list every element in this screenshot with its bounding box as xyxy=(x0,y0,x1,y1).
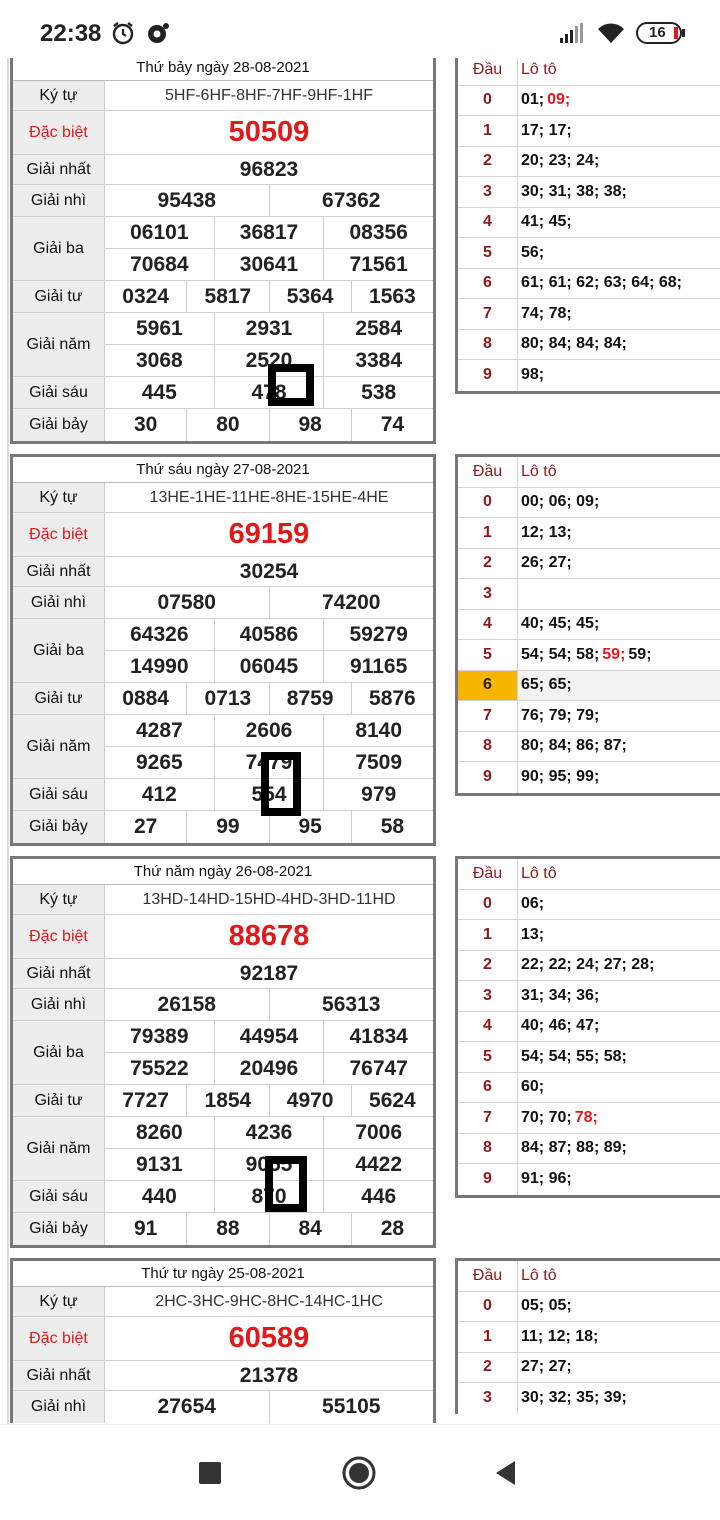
loto-row xyxy=(458,981,720,1012)
giai-nam-value: 4236 xyxy=(215,1117,325,1148)
giai-tu-value: 1854 xyxy=(187,1085,269,1116)
loto-dau: 2 xyxy=(458,951,518,981)
giai-tu-value: 0324 xyxy=(105,281,187,312)
loto-dau: 4 xyxy=(458,1012,518,1042)
loto-row xyxy=(458,701,720,732)
giai-nhi-row xyxy=(13,1391,433,1423)
loto-row xyxy=(458,518,720,549)
giai-bay-value: 28 xyxy=(380,1217,405,1240)
giai-nhi-value: 74200 xyxy=(322,590,381,614)
giai-nhat-row xyxy=(13,959,433,989)
label-dac-biet: Đặc biệt xyxy=(13,915,105,958)
giai-ba-value: 79389 xyxy=(105,1021,215,1052)
loto-row xyxy=(458,330,720,361)
loto-head-loto: Lô tô xyxy=(521,864,557,882)
loto-dau: 9 xyxy=(458,762,518,793)
giai-ba-value: 41834 xyxy=(349,1024,408,1048)
giai-sau-value: 440 xyxy=(105,1181,215,1212)
loto-values: 60; xyxy=(521,1078,545,1096)
giai-sau-value: 870 xyxy=(215,1181,325,1212)
loto-header xyxy=(458,58,720,86)
dac-biet-value: 88678 xyxy=(228,920,310,952)
loto-values: 11; 12; 18; xyxy=(521,1327,599,1345)
giai-bay-value: 98 xyxy=(270,409,352,441)
loto-row xyxy=(458,269,720,300)
giai-ba-value: 70684 xyxy=(105,249,215,280)
giai-ba-row xyxy=(13,619,433,683)
giai-ba-value: 14990 xyxy=(105,651,215,682)
loto-values: 61; 61; 62; 63; 64; 68; xyxy=(521,274,682,292)
loto-head-dau: Đầu xyxy=(458,58,518,85)
giai-ba-value: 30641 xyxy=(215,249,325,280)
giai-sau-value: 445 xyxy=(105,377,215,408)
label-giai-nhat: Giải nhất xyxy=(13,557,105,586)
loto-dau: 6 xyxy=(458,671,518,701)
loto-values: 80; 84; 86; 87; xyxy=(521,737,627,755)
label-giai-bay: Giải bảy xyxy=(13,1213,105,1245)
label-dac-biet: Đặc biệt xyxy=(13,1317,105,1360)
loto-row xyxy=(458,360,720,391)
loto-dau: 4 xyxy=(458,208,518,238)
dac-biet-value: 69159 xyxy=(228,518,310,550)
label-giai-ba: Giải ba xyxy=(13,1021,105,1084)
label-ky-tu: Ký tự xyxy=(13,885,105,914)
loto-values: 76; 79; 79; xyxy=(521,706,600,724)
giai-nhi-row xyxy=(13,989,433,1021)
result-table xyxy=(10,454,436,846)
giai-bay-row xyxy=(13,1213,433,1245)
loto-row xyxy=(458,951,720,982)
loto-row xyxy=(458,549,720,580)
divider xyxy=(7,58,9,1424)
giai-tu-row xyxy=(13,683,433,715)
loto-dau: 6 xyxy=(458,1073,518,1103)
giai-nhat-value: 30254 xyxy=(239,559,299,583)
back-icon xyxy=(493,1459,519,1487)
loto-values: 70; 70; xyxy=(521,1108,572,1126)
loto-row xyxy=(458,610,720,641)
label-ky-tu: Ký tự xyxy=(13,483,105,512)
back-button[interactable] xyxy=(493,1459,519,1487)
giai-nam-value: 4422 xyxy=(355,1152,403,1176)
loto-values: 22; 22; 24; 27; 28; xyxy=(521,956,655,974)
giai-ba-value: 76747 xyxy=(349,1056,408,1080)
giai-nam-value: 8260 xyxy=(105,1117,215,1148)
label-giai-nam: Giải năm xyxy=(13,313,105,376)
loto-values: 40; 45; 45; xyxy=(521,615,600,633)
giai-nam-value: 7479 xyxy=(215,747,325,778)
giai-bay-value: 95 xyxy=(270,811,352,843)
loto-head-dau: Đầu xyxy=(458,859,518,889)
label-giai-nhi: Giải nhì xyxy=(13,1391,105,1423)
label-giai-nam: Giải năm xyxy=(13,715,105,778)
loto-values: 30; 32; 35; 39; xyxy=(521,1389,627,1407)
loto-values: 54; 54; 58; xyxy=(521,645,600,663)
ky-tu-value: 13HD-14HD-15HD-4HD-3HD-11HD xyxy=(142,890,396,908)
ky-tu-row xyxy=(13,1287,433,1317)
home-icon xyxy=(341,1455,377,1491)
loto-values: 00; 06; 09; xyxy=(521,493,600,511)
result-table xyxy=(10,856,436,1248)
loto-header xyxy=(458,859,720,890)
giai-ba-value: 75522 xyxy=(105,1053,215,1084)
giai-ba-value: 71561 xyxy=(349,252,408,276)
loto-head-dau: Đầu xyxy=(458,1261,518,1291)
giai-ba-value: 08356 xyxy=(349,220,408,244)
loto-head-loto: Lô tô xyxy=(521,60,557,78)
giai-nam-value: 7509 xyxy=(355,750,403,774)
loto-row xyxy=(458,147,720,178)
loto-dau: 3 xyxy=(458,1383,518,1414)
label-giai-ba: Giải ba xyxy=(13,217,105,280)
draw-date: Thứ tư ngày 25-08-2021 xyxy=(13,1261,433,1287)
label-giai-nhi: Giải nhì xyxy=(13,185,105,216)
status-bar xyxy=(0,0,720,58)
loto-dau: 0 xyxy=(458,890,518,920)
giai-tu-value: 5876 xyxy=(369,686,416,710)
loto-dau: 3 xyxy=(458,579,518,609)
loto-values: 13; xyxy=(521,925,545,943)
loto-table xyxy=(455,1258,720,1414)
loto-row xyxy=(458,1042,720,1073)
label-giai-nhi: Giải nhì xyxy=(13,989,105,1020)
loto-row xyxy=(458,488,720,519)
giai-sau-value: 979 xyxy=(361,782,397,806)
giai-ba-value: 36817 xyxy=(215,217,325,248)
loto-row xyxy=(458,1103,720,1134)
giai-bay-row xyxy=(13,811,433,843)
giai-tu-value: 5624 xyxy=(369,1088,416,1112)
giai-nam-row xyxy=(13,313,433,377)
label-giai-nhat: Giải nhất xyxy=(13,1361,105,1390)
giai-nhi-value: 67362 xyxy=(322,188,381,212)
giai-nhi-value: 55105 xyxy=(322,1395,381,1418)
loto-row-highlighted xyxy=(458,671,720,702)
giai-nhi-value: 27654 xyxy=(105,1391,270,1423)
battery-level: 16 xyxy=(649,24,666,41)
giai-sau-row xyxy=(13,377,433,409)
label-giai-ba: Giải ba xyxy=(13,619,105,682)
label-giai-tu: Giải tư xyxy=(13,1085,105,1116)
giai-tu-value: 0884 xyxy=(105,683,187,714)
giai-nam-value: 7006 xyxy=(355,1120,403,1144)
giai-tu-value: 1563 xyxy=(369,284,416,308)
giai-sau-value: 554 xyxy=(215,779,325,810)
loto-row xyxy=(458,579,720,610)
ky-tu-value: 2HC-3HC-9HC-8HC-14HC-1HC xyxy=(155,1292,383,1310)
redaction-box xyxy=(268,364,314,406)
ky-tu-row xyxy=(13,885,433,915)
giai-nhi-value: 56313 xyxy=(322,992,381,1016)
loto-dau: 9 xyxy=(458,1164,518,1195)
loto-dau: 8 xyxy=(458,330,518,360)
loto-row xyxy=(458,732,720,763)
giai-tu-value: 0713 xyxy=(187,683,269,714)
giai-nhi-value: 26158 xyxy=(105,989,270,1020)
loto-row xyxy=(458,920,720,951)
loto-row xyxy=(458,1292,720,1323)
loto-dau: 7 xyxy=(458,1103,518,1133)
dac-biet-row xyxy=(13,513,433,557)
loto-row xyxy=(458,1073,720,1104)
loto-table xyxy=(455,58,720,394)
giai-nam-value: 3384 xyxy=(355,348,403,372)
result-table xyxy=(10,58,436,444)
giai-tu-row xyxy=(13,281,433,313)
loto-row xyxy=(458,1353,720,1384)
loto-head-loto: Lô tô xyxy=(521,1266,557,1284)
loto-values: 20; 23; 24; xyxy=(521,152,600,170)
loto-dau: 2 xyxy=(458,549,518,579)
loto-dau: 9 xyxy=(458,360,518,391)
label-dac-biet: Đặc biệt xyxy=(13,111,105,154)
label-giai-sau: Giải sáu xyxy=(13,1181,105,1212)
loto-values: 17; 17; xyxy=(521,121,572,139)
loto-table xyxy=(455,856,720,1198)
signal-icon xyxy=(558,22,586,49)
draw-date: Thứ năm ngày 26-08-2021 xyxy=(13,859,433,885)
loto-values: 59; xyxy=(628,645,652,663)
giai-sau-value: 446 xyxy=(361,1184,397,1208)
loto-row xyxy=(458,1164,720,1195)
redaction-box xyxy=(265,1156,307,1212)
giai-bay-value: 27 xyxy=(105,811,187,843)
label-ky-tu: Ký tự xyxy=(13,1287,105,1316)
dac-biet-row xyxy=(13,1317,433,1361)
giai-ba-value: 06101 xyxy=(105,217,215,248)
giai-bay-value: 91 xyxy=(105,1213,187,1245)
loto-values: 90; 95; 99; xyxy=(521,768,600,786)
giai-nam-value: 9131 xyxy=(105,1149,215,1180)
label-giai-tu: Giải tư xyxy=(13,683,105,714)
giai-bay-value: 58 xyxy=(380,815,405,838)
loto-row xyxy=(458,208,720,239)
draw-date: Thứ sáu ngày 27-08-2021 xyxy=(13,457,433,483)
giai-ba-value: 40586 xyxy=(215,619,325,650)
giai-sau-value: 538 xyxy=(361,380,397,404)
ky-tu-value: 5HF-6HF-8HF-7HF-9HF-1HF xyxy=(165,86,373,104)
label-giai-sau: Giải sáu xyxy=(13,377,105,408)
loto-dau: 3 xyxy=(458,981,518,1011)
giai-nam-value: 9265 xyxy=(105,747,215,778)
label-giai-nhat: Giải nhất xyxy=(13,959,105,988)
notification-icon xyxy=(145,20,171,51)
loto-values: 56; xyxy=(521,243,545,261)
giai-bay-value: 88 xyxy=(187,1213,269,1245)
giai-ba-value: 20496 xyxy=(215,1053,325,1084)
giai-nhi-row xyxy=(13,587,433,619)
dac-biet-row xyxy=(13,915,433,959)
giai-tu-value: 5817 xyxy=(187,281,269,312)
loto-row xyxy=(458,1383,720,1414)
giai-nhat-value: 21378 xyxy=(239,1363,299,1387)
loto-dau: 2 xyxy=(458,1353,518,1383)
giai-nhat-row xyxy=(13,1361,433,1391)
giai-bay-row xyxy=(13,409,433,441)
result-table xyxy=(10,1258,436,1423)
giai-sau-row xyxy=(13,779,433,811)
label-giai-nhi: Giải nhì xyxy=(13,587,105,618)
loto-values: 91; 96; xyxy=(521,1170,572,1188)
dac-biet-row xyxy=(13,111,433,155)
loto-dau: 8 xyxy=(458,732,518,762)
loto-row xyxy=(458,640,720,671)
giai-nam-value: 4287 xyxy=(105,715,215,746)
giai-nam-value: 3068 xyxy=(105,345,215,376)
giai-ba-value: 06045 xyxy=(215,651,325,682)
giai-sau-row xyxy=(13,1181,433,1213)
navigation-bar xyxy=(0,1424,720,1520)
giai-ba-value: 59279 xyxy=(349,622,408,646)
label-dac-biet: Đặc biệt xyxy=(13,513,105,556)
loto-header xyxy=(458,457,720,488)
loto-special-value: 09; xyxy=(547,91,571,109)
loto-values: 80; 84; 84; 84; xyxy=(521,335,627,353)
wifi-icon xyxy=(596,21,626,50)
loto-dau: 7 xyxy=(458,299,518,329)
loto-values: 06; xyxy=(521,895,545,913)
draw-date: Thứ bảy ngày 28-08-2021 xyxy=(13,58,433,81)
loto-row xyxy=(458,238,720,269)
loto-dau: 7 xyxy=(458,701,518,731)
loto-values: 98; xyxy=(521,366,545,384)
loto-row xyxy=(458,1012,720,1043)
loto-values: 26; 27; xyxy=(521,554,572,572)
loto-values: 12; 13; xyxy=(521,523,572,541)
results-scroll-area[interactable] xyxy=(0,58,720,1424)
redaction-box xyxy=(261,752,301,816)
giai-nhat-value: 96823 xyxy=(239,157,299,181)
loto-dau: 0 xyxy=(458,1292,518,1322)
loto-dau: 5 xyxy=(458,640,518,670)
giai-sau-value: 412 xyxy=(105,779,215,810)
loto-values: 40; 46; 47; xyxy=(521,1017,600,1035)
dac-biet-value: 60589 xyxy=(228,1322,310,1354)
loto-dau: 1 xyxy=(458,518,518,548)
giai-nam-value: 2584 xyxy=(355,316,403,340)
loto-dau: 2 xyxy=(458,147,518,177)
label-giai-bay: Giải bảy xyxy=(13,409,105,441)
giai-nhi-value: 07580 xyxy=(105,587,270,618)
loto-dau: 0 xyxy=(458,488,518,518)
giai-ba-row xyxy=(13,1021,433,1085)
loto-head-dau: Đầu xyxy=(458,457,518,487)
loto-values: 84; 87; 88; 89; xyxy=(521,1139,627,1157)
giai-nam-value: 5961 xyxy=(105,313,215,344)
label-giai-nhat: Giải nhất xyxy=(13,155,105,184)
giai-nhat-row xyxy=(13,155,433,185)
giai-nam-value: 2931 xyxy=(215,313,325,344)
loto-dau: 6 xyxy=(458,269,518,299)
loto-row xyxy=(458,299,720,330)
loto-values: 01; xyxy=(521,91,545,109)
loto-row xyxy=(458,890,720,921)
ky-tu-row xyxy=(13,483,433,513)
loto-values: 30; 31; 38; 38; xyxy=(521,182,627,200)
loto-values: 74; 78; xyxy=(521,304,572,322)
loto-row xyxy=(458,1322,720,1353)
giai-bay-value: 74 xyxy=(380,413,405,436)
giai-ba-value: 91165 xyxy=(350,654,408,678)
giai-bay-value: 80 xyxy=(187,409,269,441)
giai-nam-row xyxy=(13,1117,433,1181)
giai-nam-value: 8140 xyxy=(355,718,403,742)
loto-dau: 0 xyxy=(458,86,518,116)
giai-ba-value: 64326 xyxy=(105,619,215,650)
loto-dau: 5 xyxy=(458,238,518,268)
giai-tu-value: 4970 xyxy=(270,1085,352,1116)
giai-tu-row xyxy=(13,1085,433,1117)
giai-nam-value: 9055 xyxy=(215,1149,325,1180)
loto-head-loto: Lô tô xyxy=(521,462,557,480)
giai-nhi-row xyxy=(13,185,433,217)
giai-bay-value: 30 xyxy=(105,409,187,441)
loto-row xyxy=(458,762,720,793)
giai-ba-row xyxy=(13,217,433,281)
giai-tu-value: 5364 xyxy=(270,281,352,312)
loto-values: 27; 27; xyxy=(521,1358,572,1376)
giai-nhi-value: 95438 xyxy=(105,185,270,216)
loto-values: 41; 45; xyxy=(521,213,572,231)
loto-row xyxy=(458,86,720,117)
loto-row xyxy=(458,177,720,208)
giai-ba-value: 44954 xyxy=(215,1021,325,1052)
giai-tu-value: 7727 xyxy=(105,1085,187,1116)
giai-bay-value: 84 xyxy=(270,1213,352,1245)
giai-nam-value: 2520 xyxy=(215,345,325,376)
loto-row xyxy=(458,1134,720,1165)
label-ky-tu: Ký tự xyxy=(13,81,105,110)
loto-row xyxy=(458,116,720,147)
loto-special-value: 59; xyxy=(602,645,626,663)
loto-special-value: 78; xyxy=(574,1108,598,1126)
loto-header xyxy=(458,1261,720,1292)
status-time: 22:38 xyxy=(40,20,102,47)
giai-nhat-row xyxy=(13,557,433,587)
loto-dau: 5 xyxy=(458,1042,518,1072)
loto-dau: 1 xyxy=(458,1322,518,1352)
giai-sau-value: 478 xyxy=(215,377,325,408)
loto-values: 31; 34; 36; xyxy=(521,986,600,1004)
giai-nam-row xyxy=(13,715,433,779)
ky-tu-value: 13HE-1HE-11HE-8HE-15HE-4HE xyxy=(149,488,389,506)
loto-values: 05; 05; xyxy=(521,1297,572,1315)
dac-biet-value: 50509 xyxy=(228,116,310,148)
loto-dau: 4 xyxy=(458,610,518,640)
loto-values: 54; 54; 55; 58; xyxy=(521,1047,627,1065)
label-giai-bay: Giải bảy xyxy=(13,811,105,843)
giai-nam-value: 2606 xyxy=(215,715,325,746)
recent-apps-button[interactable] xyxy=(199,1462,221,1484)
alarm-icon xyxy=(110,20,136,51)
giai-tu-value: 8759 xyxy=(270,683,352,714)
giai-bay-value: 99 xyxy=(187,811,269,843)
ky-tu-row xyxy=(13,81,433,111)
loto-dau: 1 xyxy=(458,116,518,146)
loto-values xyxy=(518,579,720,609)
label-giai-sau: Giải sáu xyxy=(13,779,105,810)
label-giai-nam: Giải năm xyxy=(13,1117,105,1180)
loto-table xyxy=(455,454,720,796)
home-button[interactable] xyxy=(341,1455,377,1491)
loto-dau: 8 xyxy=(458,1134,518,1164)
loto-dau: 1 xyxy=(458,920,518,950)
loto-dau: 3 xyxy=(458,177,518,207)
loto-values: 65; 65; xyxy=(521,676,572,694)
label-giai-tu: Giải tư xyxy=(13,281,105,312)
giai-nhat-value: 92187 xyxy=(239,961,299,985)
